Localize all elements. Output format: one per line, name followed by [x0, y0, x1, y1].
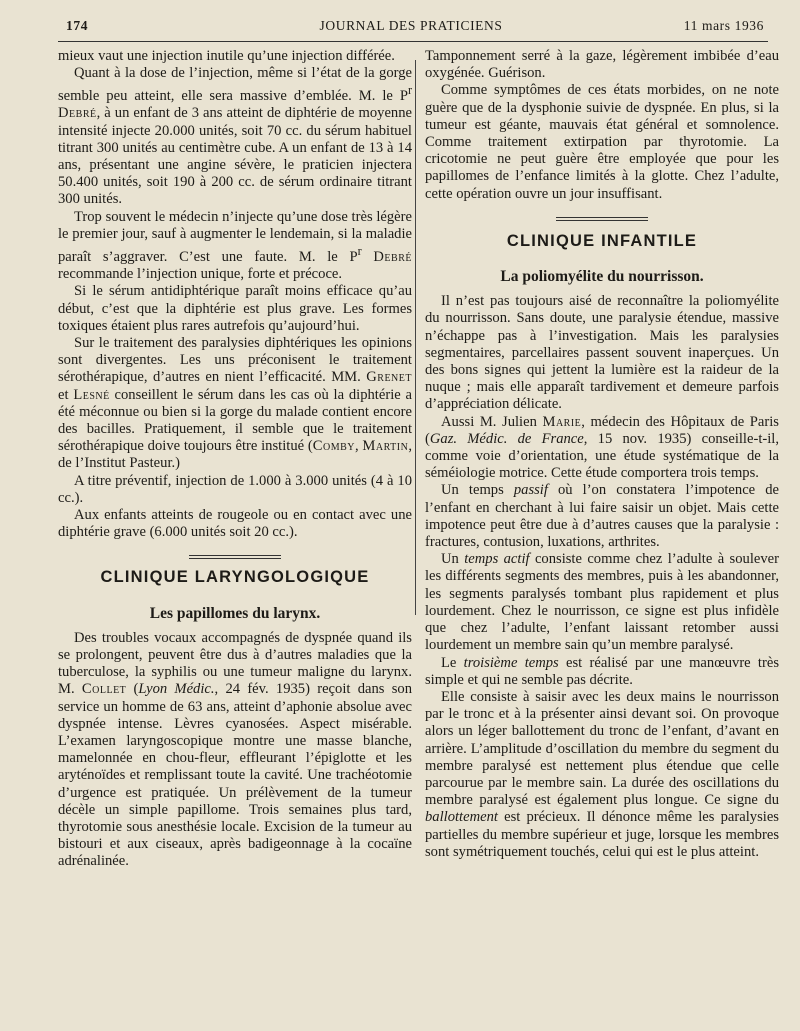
running-header: [58, 14, 764, 40]
issue-date: 11 mars 1936: [683, 18, 764, 33]
text-run: Trop souvent le médecin n’injecte qu’une dose très légère le premier jour, sauf à augmenter le lendemain, si la maladie paraît s’aggraver. C’est une faute. M. le P: [58, 208, 412, 265]
paragraph: [58, 209, 412, 284]
paragraph: [425, 689, 779, 861]
left-column: [58, 48, 412, 871]
paragraph: [58, 630, 412, 871]
author-name: Martin: [362, 438, 409, 455]
paragraph: [425, 414, 779, 483]
paragraph: [58, 335, 412, 473]
section-title: CLINIQUE INFANTILE: [506, 231, 698, 250]
page-number: 174: [66, 18, 89, 33]
text-run: , médecin des Hôpitaux de Paris (: [425, 413, 779, 447]
text-run: Aussi M. Julien: [441, 413, 543, 430]
text-run: , 24 fév. 1935) reçoit dans son service un homme de 63 ans, atteint d’aphonie absolue avec dyspnée intense. Lèvres cyanosées. Aspect misérable. L’examen laryngoscopique montre une masse blanche, mamelonnée en chou-fleur, effleurant l’épiglotte et les aryténoïdes et remplissant toute la cavité. Une trachéotomie d’urgence est pratiquée. Un prélèvement de la tumeur décèle un simple papillome. Trois semaines plus tard, thyrotomie sous anesthésie locale. Excision de la tumeur au bistouri et aux ciseaux, après badigeonnage à la cocaïne adrénalinée.: [58, 681, 412, 870]
text-run: conseillent le sérum dans les cas où la diphtérie a été méconnue ou bien si la gorge du malade contient encore des bacilles. Pratiquement, il semble que le traitement sérothérapique doive toujours être institué (: [58, 386, 412, 455]
text-run: Le: [441, 654, 464, 671]
journal-reference: Gaz. Médic. de France: [429, 430, 584, 447]
author-name: Debré: [373, 248, 412, 265]
article-title: Les papillomes du larynx.: [149, 604, 321, 622]
text-run: Sur le traitement des paralysies diphtériques les opinions sont divergentes. Les uns préconisent le traitement sérothérapique, d’autres en nient l’efficacité. MM.: [58, 334, 412, 386]
text-run: ,: [354, 438, 363, 455]
superscript: r: [357, 244, 362, 259]
text-run: Un: [441, 551, 465, 568]
text-run: , à un enfant de 3 ans atteint de diphtérie de moyenne intensité injecte 20.000 unités, soit 70 cc. du sérum habituel titrant 300 unités au centimètre cube. A un enfant de 13 à 14 ans, présentant une angine sévère, le praticien injectera 50.400 unités, soit 190 à 200 cc. de sérum ordinaire titrant 300 unités.: [58, 105, 412, 208]
text-run: Un temps: [441, 482, 514, 499]
author-name: Debré: [58, 105, 97, 122]
emphasis: passif: [513, 482, 548, 499]
article-title: La poliomyélite du nourrisson.: [500, 268, 704, 286]
paragraph: Aux enfants atteints de rougeole ou en contact avec une diphtérie grave (6.000 unités soit 20 cc.).: [58, 507, 412, 541]
header-rule: [58, 41, 768, 42]
text-run: (: [126, 681, 139, 698]
text-run: où l’on constatera l’impotence de l’enfant en cherchant à lui faire saisir un objet. Mais cette impotence peut être due à d’autres causes que la paralysie : fractures, contusion, luxations, arthrites.: [425, 482, 779, 551]
section-separator: [189, 555, 281, 561]
text-run: et: [58, 386, 74, 403]
paragraph: Il n’est pas toujours aisé de reconnaître la poliomyélite du nourrisson. Sans doute, une paralysie étendue, massive n’échappe pas à l’investigation. Mais les paralysies segmentaires, parcellaires passent souvent inaperçues. Un des bons signes qui jettent la lumière est la raideur de la nuque ; mais elle apparaît tardivement et demeure parfois d’appréciation délicate.: [425, 293, 779, 413]
superscript: r: [407, 83, 412, 98]
emphasis: temps actif: [464, 551, 530, 568]
author-name: Marie: [542, 413, 582, 430]
author-name: Lesné: [73, 386, 110, 403]
text-run: , de l’Institut Pasteur.): [58, 438, 412, 472]
paragraph: Comme symptômes de ces états morbides, on ne note guère que de la dysphonie suivie de dyspnée. En plus, si la tumeur est géante, mauvais état général et somnolence. Comme traitement extirpation par thyrotomie. La cricotomie ne peut guère être employée que pour les papillomes de l’enfance limités à la glotte. Chez l’adulte, cette opération ouvre un jour insuffisant.: [425, 82, 779, 202]
text-run: Elle consiste à saisir avec les deux mains le nourrisson par le tronc et à la présenter ainsi devant soi. On provoque alors un léger ballottement du tronc de l’enfant, d’avant en arrière. L’amplitude d’oscillation du membre du segment du membre paralysé est nettement plus étendue que celle parcourue par le membre sain. La durée des oscillations du membre paralysé est également plus longue. Ce signe du: [425, 688, 779, 809]
right-column: [425, 48, 779, 861]
paragraph: [425, 482, 779, 551]
paragraph: [425, 655, 779, 689]
journal-title: JOURNAL DES PRATICIENS: [319, 18, 503, 33]
text-run: est réalisé par une manœuvre très simple et qui ne semble pas décrite.: [425, 654, 779, 688]
paragraph: [58, 65, 412, 208]
journal-reference: Lyon Médic.: [138, 681, 215, 698]
text-run: est précieux. Il dénonce même les paralysies partielles du membre supérieur et juge, lorsque les membres sont symétriquement touchés, celui qui est le plus atteint.: [425, 809, 779, 860]
author-name: Collet: [81, 681, 127, 698]
paragraph: [425, 551, 779, 654]
section-separator: [556, 217, 648, 223]
emphasis: ballottement: [425, 809, 498, 826]
column-divider: [415, 60, 416, 615]
text-run: Des troubles vocaux accompagnés de dyspnée quand ils se prolongent, peuvent être dus à d’autres maladies que la tuberculose, la syphilis ou une tumeur maligne du larynx. M.: [58, 629, 412, 698]
text-run: Quant à la dose de l’injection, même si l’état de la gorge semble peu atteint, elle sera massive d’emblée. M. le P: [58, 65, 412, 105]
section-title: CLINIQUE LARYNGOLOGIQUE: [100, 568, 370, 587]
paragraph: Tamponnement serré à la gaze, légèrement imbibée d’eau oxygénée. Guérison.: [425, 48, 779, 82]
author-name: Comby: [312, 438, 355, 455]
text-run: recommande l’injection unique, forte et précoce.: [58, 266, 343, 283]
emphasis: troisième temps: [463, 654, 559, 671]
text-run: , 15 nov. 1935) conseille-t-il, comme voie d’orientation, une étude systématique de la séméiologie motrice. Cette étude comportera trois temps.: [425, 430, 779, 482]
author-name: Grenet: [366, 369, 412, 386]
text-run: consiste comme chez l’adulte à soulever les différents segments des membres, puis à les abandonner, les segments paralysés tombant plus rapidement et plus lourdement. Chez le nourrisson, ce signe est plus infidèle que chez l’adulte, l’enfant laissant retomber aussi lourdement un membre sain qu’un membre paralysé.: [425, 551, 779, 654]
paragraph: Si le sérum antidiphtérique paraît moins efficace qu’au début, c’est que la diphtérie est plus grave. Les formes toxiques étaient plus rares autrefois qu’aujourd’hui.: [58, 283, 412, 334]
paragraph: A titre préventif, injection de 1.000 à 3.000 unités (4 à 10 cc.).: [58, 472, 412, 506]
paragraph: mieux vaut une injection inutile qu’une injection différée.: [58, 48, 395, 64]
